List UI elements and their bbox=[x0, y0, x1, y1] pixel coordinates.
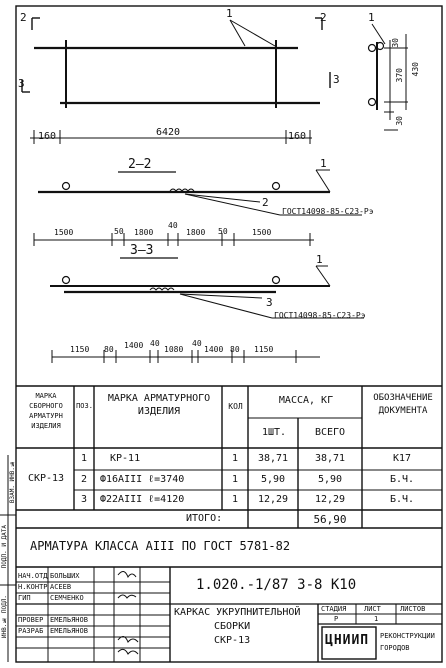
org-logo: ЦНИИП bbox=[325, 633, 370, 648]
sheets-label: ЛИСТОВ bbox=[400, 605, 426, 613]
section-2-title: 2—2 bbox=[128, 157, 152, 172]
side-strip-sign: ПОДП. И ДАТА bbox=[1, 525, 8, 569]
row-pos: 3 bbox=[80, 494, 88, 505]
row-mass-one: 38,71 bbox=[257, 453, 289, 464]
section-marker-3-left: 3 bbox=[18, 77, 25, 90]
row-mass-one: 5,90 bbox=[260, 474, 286, 485]
stage-label: СТАДИЯ bbox=[321, 605, 347, 613]
drawing-code: 1.020.-1/87 3-8 К10 bbox=[196, 577, 357, 593]
stamp-name: ЕМЕЛЬЯНОВ bbox=[50, 616, 88, 624]
callout-1-plan: 1 bbox=[226, 7, 233, 20]
row-name: КР-11 bbox=[110, 453, 141, 464]
gost-sec3: ГОСТ14098-85-С23-Рэ bbox=[274, 311, 366, 320]
plan-dim-right: 160 bbox=[288, 131, 307, 142]
stamp-role: ГИП bbox=[18, 594, 31, 602]
stamp-name: СЕМЧЕНКО bbox=[50, 594, 84, 602]
section-marker-2-right: 2 bbox=[320, 11, 327, 24]
header-mass: МАССА, КГ bbox=[278, 395, 334, 406]
header-total: ВСЕГО bbox=[314, 427, 346, 438]
header-pos: ПОЗ. bbox=[76, 402, 93, 410]
side-strip-replace: ВЗАМ. ИНВ.№ bbox=[9, 460, 16, 504]
stamp-name: ЕМЕЛЬЯНОВ bbox=[50, 627, 88, 635]
section-marker-2-left: 2 bbox=[20, 11, 27, 24]
section-3-title: 3—3 bbox=[130, 243, 154, 258]
profile-dim-c: 430 bbox=[411, 62, 420, 77]
callout-1-profile: 1 bbox=[368, 11, 375, 24]
plan-dim-total: 6420 bbox=[156, 127, 181, 138]
title-line-2: СБОРКИ bbox=[214, 621, 251, 632]
row-mass-one: 12,29 bbox=[257, 494, 289, 505]
sheet-label: ЛИСТ bbox=[364, 605, 381, 613]
profile-dim-b: 370 bbox=[395, 68, 404, 83]
sec3-dim-6: 40 bbox=[192, 339, 202, 348]
total-value: 56,90 bbox=[313, 513, 347, 526]
row-name: Ф16АIII ℓ=3740 bbox=[100, 474, 185, 485]
row-name: Ф22АIII ℓ=4120 bbox=[100, 494, 185, 505]
sec2-dim-2: 50 bbox=[114, 227, 124, 236]
row-mass-total: 12,29 bbox=[314, 494, 346, 505]
stamp-role: НАЧ.ОТД bbox=[18, 572, 48, 580]
sec3-dim-4: 40 bbox=[150, 339, 160, 348]
row-doc: Б.Ч. bbox=[389, 474, 415, 485]
row-doc: Б.Ч. bbox=[389, 494, 415, 505]
callout-1-sec3: 1 bbox=[316, 253, 323, 266]
callout-1-sec2: 1 bbox=[320, 157, 327, 170]
header-one-piece: 1ШТ. bbox=[261, 427, 287, 438]
stamp-role: Н.КОНТР bbox=[18, 583, 48, 591]
gost-sec2: ГОСТ14098-85-С23-Рэ bbox=[282, 207, 374, 216]
row-qty: 1 bbox=[231, 494, 239, 505]
row-pos: 2 bbox=[80, 474, 88, 485]
profile-dim-a: 30 bbox=[391, 38, 400, 48]
header-document: ОБОЗНАЧЕНИЕ ДОКУМЕНТА bbox=[373, 393, 433, 416]
sec3-dim-3: 1400 bbox=[124, 341, 144, 350]
stamp-role: ПРОВЕР bbox=[18, 616, 44, 624]
row-mass-total: 38,71 bbox=[314, 453, 346, 464]
total-label: ИТОГО: bbox=[186, 513, 223, 524]
stamp-role: РАЗРАБ bbox=[18, 627, 44, 635]
stamp-name: АСЕЕВ bbox=[50, 583, 72, 591]
sec3-dim-1: 1150 bbox=[70, 345, 90, 354]
sec2-dim-5: 1800 bbox=[186, 228, 206, 237]
title-line-1: КАРКАС УКРУПНИТЕЛЬНОЙ bbox=[174, 607, 301, 618]
callout-2-sec2: 2 bbox=[262, 196, 269, 209]
sec2-dim-1: 1500 bbox=[54, 228, 74, 237]
sec2-dim-4: 40 bbox=[168, 221, 178, 230]
row-qty: 1 bbox=[231, 453, 239, 464]
sec2-dim-7: 1500 bbox=[252, 228, 272, 237]
row-doc: К17 bbox=[392, 453, 412, 464]
title-line-3: СКР-13 bbox=[214, 635, 251, 646]
reinforcement-note: АРМАТУРА КЛАССА АIII ПО ГОСТ 5781-82 bbox=[30, 539, 291, 553]
sec3-dim-2: 80 bbox=[104, 345, 114, 354]
sec3-dim-8: 80 bbox=[230, 345, 240, 354]
row-pos: 1 bbox=[80, 453, 88, 464]
row-qty: 1 bbox=[231, 474, 239, 485]
frame-mark: СКР-13 bbox=[27, 473, 65, 484]
section-marker-3-right: 3 bbox=[333, 73, 340, 86]
profile-dim-d: 30 bbox=[395, 116, 404, 126]
side-strip-inv: ИНВ.№ ПОДЛ. bbox=[1, 595, 8, 639]
sec2-dim-3: 1800 bbox=[134, 228, 154, 237]
header-frame-mark: МАРКА СБОРНОГО АРМАТУРН ИЗДЕЛИЯ bbox=[29, 392, 63, 430]
sec3-dim-9: 1150 bbox=[254, 345, 274, 354]
sheet-value: 1 bbox=[374, 615, 379, 623]
header-qty: КОЛ bbox=[228, 402, 243, 411]
stamp-name: БОЛЬШИХ bbox=[50, 572, 80, 580]
stage-value: Р bbox=[334, 615, 339, 623]
sec2-dim-6: 50 bbox=[218, 227, 228, 236]
header-rebar-mark: МАРКА АРМАТУРНОГО ИЗДЕЛИЯ bbox=[107, 393, 211, 417]
callout-3-sec3: 3 bbox=[266, 296, 273, 309]
sec3-dim-7: 1400 bbox=[204, 345, 224, 354]
org-name: РЕКОНСТРУКЦИИ ГОРОДОВ bbox=[380, 632, 435, 652]
sec3-dim-5: 1080 bbox=[164, 345, 184, 354]
plan-dim-left: 160 bbox=[38, 131, 57, 142]
row-mass-total: 5,90 bbox=[317, 474, 343, 485]
